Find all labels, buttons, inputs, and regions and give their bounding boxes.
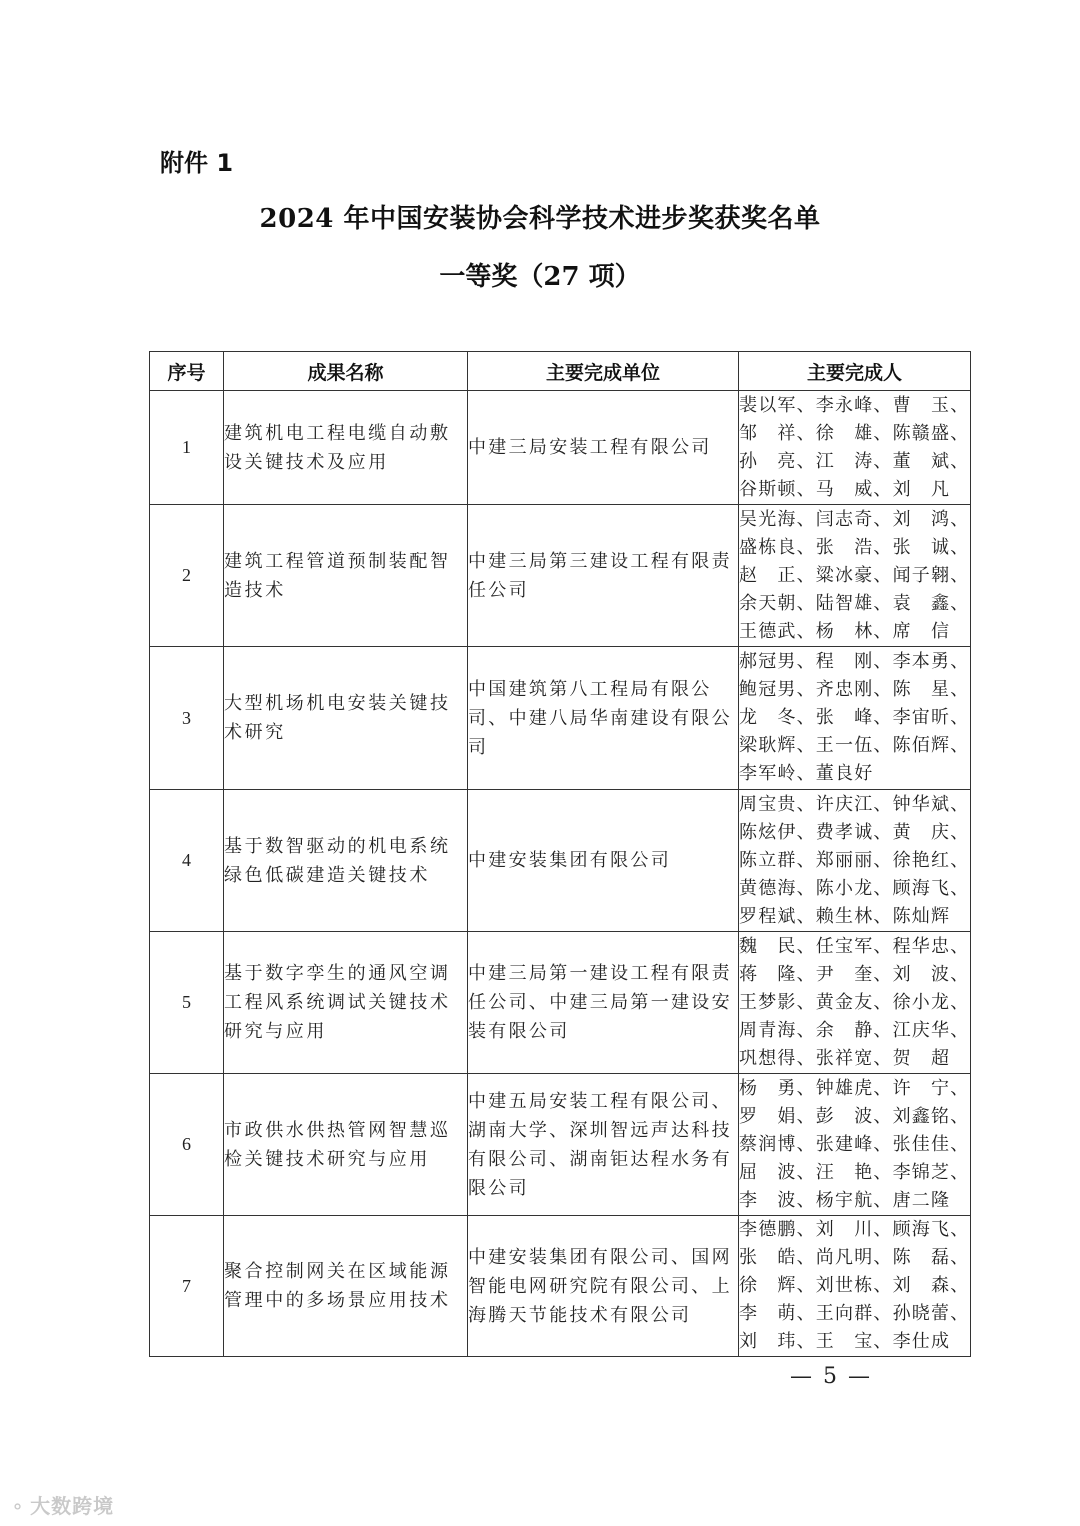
row-main-unit: 中建安装集团有限公司、国网智能电网研究院有限公司、上海腾天节能技术有限公司: [468, 1216, 739, 1357]
watermark: [10, 1490, 114, 1519]
row-achievement-name: 市政供水供热管网智慧巡检关键技术研究与应用: [224, 1074, 468, 1216]
people-line: 谷斯顿、马 威、刘 凡: [739, 478, 951, 500]
row-main-people: [739, 790, 971, 932]
table-row: [150, 1074, 971, 1216]
row-main-unit: 中国建筑第八工程局有限公司、中建八局华南建设有限公司: [468, 647, 739, 790]
people-line: 陈立群、郑丽丽、徐艳红、: [739, 849, 970, 871]
header-achievement-name: 成果名称: [224, 352, 468, 391]
people-line: 盛栋良、张 浩、张 诚、: [739, 536, 970, 558]
table-row: [150, 790, 971, 932]
row-serial-no: 4: [150, 790, 224, 932]
people-line: 陈炫伊、费孝诚、黄 庆、: [739, 821, 970, 843]
people-line: 郝冠男、程 刚、李本勇、: [739, 651, 970, 672]
people-line: 吴光海、闫志奇、刘 鸿、: [739, 508, 970, 530]
people-line: 孙 亮、江 涛、董 斌、: [739, 450, 970, 472]
row-serial-no: 3: [150, 647, 224, 790]
row-main-unit: 中建三局第一建设工程有限责任公司、中建三局第一建设安装有限公司: [468, 932, 739, 1074]
row-main-unit: 中建三局第三建设工程有限责任公司: [468, 505, 739, 647]
table-header-row: [150, 352, 971, 391]
row-main-unit: 中建五局安装工程有限公司、湖南大学、深圳智远声达科技有限公司、湖南钜达程水务有限公司: [468, 1074, 739, 1216]
people-line: 蒋 隆、尹 奎、刘 波、: [739, 963, 970, 985]
row-main-people: [739, 647, 971, 790]
row-achievement-name: 基于数字孪生的通风空调工程风系统调试关键技术研究与应用: [224, 932, 468, 1074]
award-level-heading: 一等奖（27 项）: [439, 262, 641, 292]
page-number: — 5 —: [790, 1364, 872, 1389]
row-achievement-name: 建筑工程管道预制装配智造技术: [224, 505, 468, 647]
row-serial-no: 1: [150, 391, 224, 505]
people-line: 罗 娟、彭 波、刘鑫铭、: [739, 1105, 970, 1127]
row-main-people: [739, 1216, 971, 1357]
watermark-text: 大数跨境: [30, 1494, 115, 1518]
people-line: 李 波、杨宇航、唐二隆: [739, 1189, 951, 1211]
people-line: 罗程斌、赖生林、陈灿辉: [739, 905, 951, 927]
chat-bubble-icon: ⚬: [10, 1497, 27, 1518]
people-line: 周宝贵、许庆江、钟华斌、: [739, 793, 970, 815]
row-main-people: [739, 505, 971, 647]
header-main-unit: 主要完成单位: [468, 352, 739, 391]
people-line: 王德武、杨 林、席 信: [739, 620, 951, 642]
row-main-unit: 中建安装集团有限公司: [468, 790, 739, 932]
people-line: 张 皓、尚凡明、陈 磊、: [739, 1247, 970, 1268]
awards-table: [149, 351, 971, 1357]
row-achievement-name: 基于数智驱动的机电系统绿色低碳建造关键技术: [224, 790, 468, 932]
people-line: 魏 民、任宝军、程华忠、: [739, 935, 970, 957]
header-serial-no: 序号: [150, 352, 224, 391]
people-line: 黄德海、陈小龙、顾海飞、: [739, 877, 970, 899]
row-achievement-name: 大型机场机电安装关键技术研究: [224, 647, 468, 790]
people-line: 龙 冬、张 峰、李宙昕、: [739, 707, 970, 728]
row-main-unit: 中建三局安装工程有限公司: [468, 391, 739, 505]
row-main-people: [739, 1074, 971, 1216]
document-title: 2024 年中国安装协会科学技术进步奖获奖名单: [259, 204, 821, 234]
row-serial-no: 6: [150, 1074, 224, 1216]
people-line: 周青海、余 静、江庆华、: [739, 1019, 970, 1041]
people-line: 邹 祥、徐 雄、陈赣盛、: [739, 422, 970, 444]
table-row: [150, 391, 971, 505]
people-line: 余天朝、陆智雄、袁 鑫、: [739, 592, 970, 614]
people-line: 蔡润博、张建峰、张佳佳、: [739, 1133, 970, 1155]
people-line: 刘 玮、王 宝、李仕成: [739, 1331, 951, 1352]
people-line: 徐 辉、刘世栋、刘 森、: [739, 1275, 970, 1296]
people-line: 梁耿辉、王一伍、陈佰辉、: [739, 735, 970, 756]
row-achievement-name: 建筑机电工程电缆自动敷设关键技术及应用: [224, 391, 468, 505]
people-line: 杨 勇、钟雄虎、许 宁、: [739, 1077, 970, 1099]
people-line: 屈 波、汪 艳、李锦芝、: [739, 1161, 970, 1183]
people-line: 鲍冠男、齐忠刚、陈 星、: [739, 679, 970, 700]
row-serial-no: 5: [150, 932, 224, 1074]
people-line: 赵 正、粱冰豪、闻子翱、: [739, 564, 970, 586]
table-row: [150, 1216, 971, 1357]
table-row: [150, 647, 971, 790]
header-main-people: 主要完成人: [739, 352, 971, 391]
table-row: [150, 505, 971, 647]
people-line: 王梦影、黄金友、徐小龙、: [739, 991, 970, 1013]
row-achievement-name: 聚合控制网关在区域能源管理中的多场景应用技术: [224, 1216, 468, 1357]
table-row: [150, 932, 971, 1074]
people-line: 巩想得、张祥宽、贺 超: [739, 1047, 951, 1069]
row-serial-no: 7: [150, 1216, 224, 1357]
people-line: 李军岭、董良好: [739, 763, 874, 784]
row-serial-no: 2: [150, 505, 224, 647]
people-line: 李德鹏、刘 川、顾海飞、: [739, 1219, 970, 1240]
people-line: 裴以军、李永峰、曹 玉、: [739, 394, 970, 416]
row-main-people: [739, 391, 971, 505]
attachment-label: 附件 1: [160, 149, 234, 177]
row-main-people: [739, 932, 971, 1074]
people-line: 李 萌、王向群、孙晓蕾、: [739, 1303, 970, 1324]
